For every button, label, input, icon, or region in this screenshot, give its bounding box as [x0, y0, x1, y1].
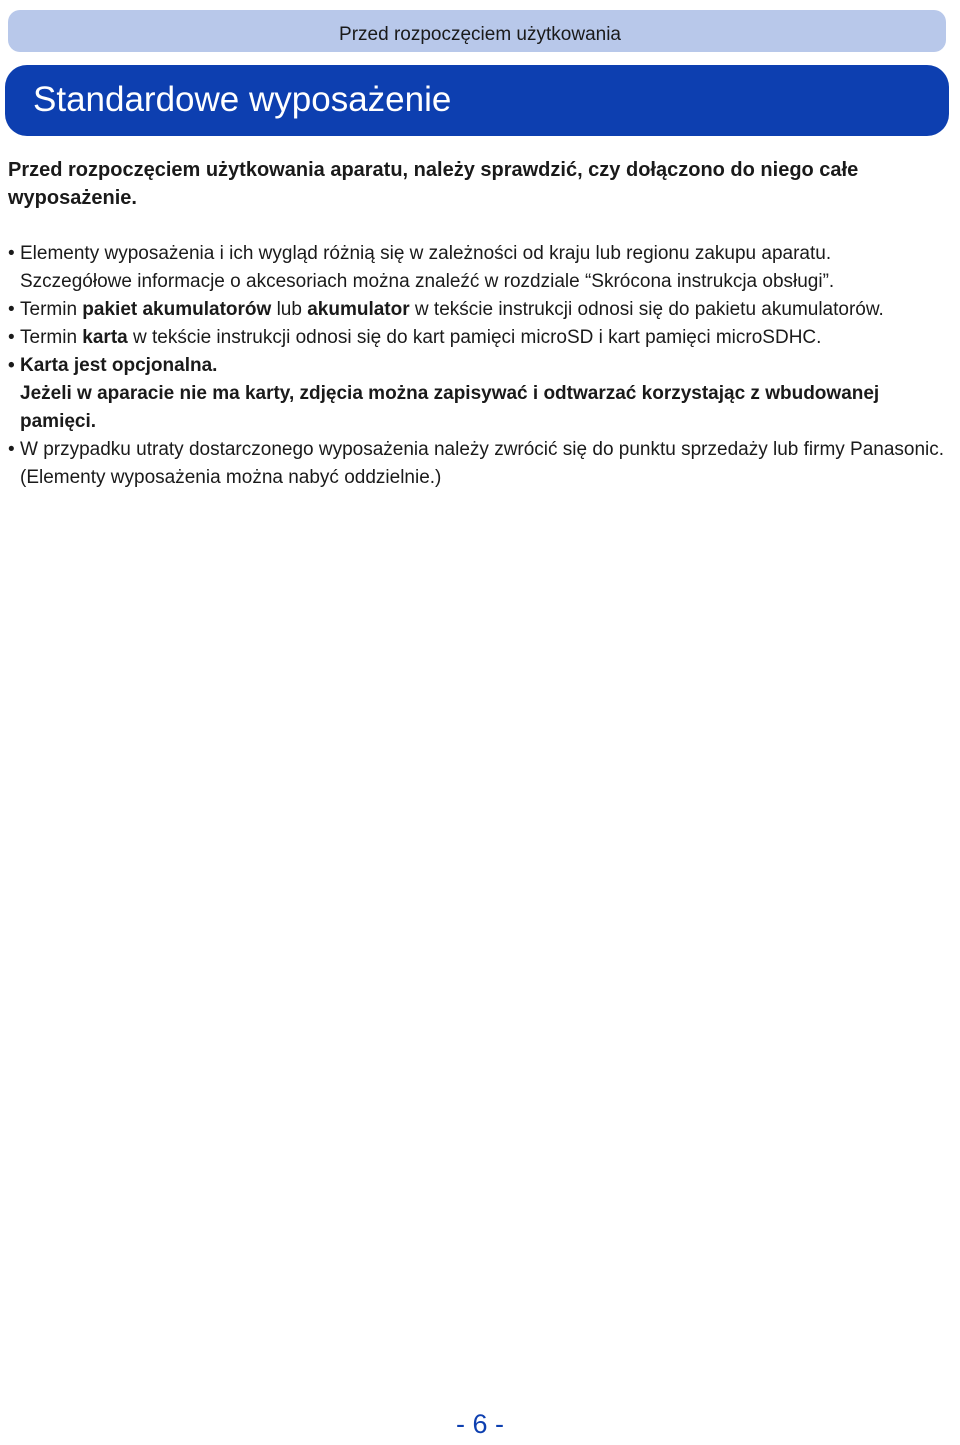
section-title: Przed rozpoczęciem użytkowania — [339, 24, 621, 45]
bullet-icon: • — [8, 299, 15, 320]
bullet-icon: • — [8, 243, 15, 264]
note-text: Jeżeli w aparacie nie ma karty, zdjęcia można zapisywać i odtwarzać korzystając z wbudowanej pamięci. — [20, 383, 880, 432]
note-text: Termin — [20, 299, 83, 320]
bullet-icon: • — [8, 355, 15, 376]
term-card: karta — [82, 327, 128, 348]
note-text: w tekście instrukcji odnosi się do kart pamięci microSD i kart pamięci microSDHC. — [127, 327, 822, 348]
section-header-bar — [8, 10, 946, 52]
list-item — [8, 240, 948, 296]
list-item — [8, 324, 948, 352]
note-text: Termin — [20, 327, 83, 348]
list-item — [8, 296, 948, 324]
term-battery-pack: pakiet akumulatorów — [82, 299, 272, 320]
page-number: - 6 - — [455, 1409, 504, 1439]
note-text: Elementy wyposażenia i ich wygląd różnią się w zależności od kraju lub regionu zakupu aparatu. Szczegółowe informacje o akcesoriach można znaleźć w rozdziale “Skrócona instrukcja obsługi”. — [20, 243, 835, 292]
bullet-icon: • — [8, 327, 15, 348]
page-title: Standardowe wyposażenie — [33, 80, 452, 119]
bullet-icon: • — [8, 439, 15, 460]
note-text: w tekście instrukcji odnosi się do pakietu akumulatorów. — [409, 299, 884, 320]
note-text: W przypadku utraty dostarczonego wyposażenia należy zwrócić się do punktu sprzedaży lub firmy Panasonic. (Elementy wyposażenia można nabyć oddzielnie.) — [20, 439, 945, 488]
notes-list — [8, 240, 948, 492]
note-text: Karta jest opcjonalna. — [20, 355, 218, 376]
list-item — [8, 436, 948, 492]
term-battery: akumulator — [307, 299, 410, 320]
list-item — [8, 352, 948, 436]
title-bar — [5, 65, 949, 136]
note-text: lub — [271, 299, 308, 320]
intro-paragraph: Przed rozpoczęciem użytkowania aparatu, należy sprawdzić, czy dołączono do niego całe wyposażenie. — [8, 159, 859, 209]
